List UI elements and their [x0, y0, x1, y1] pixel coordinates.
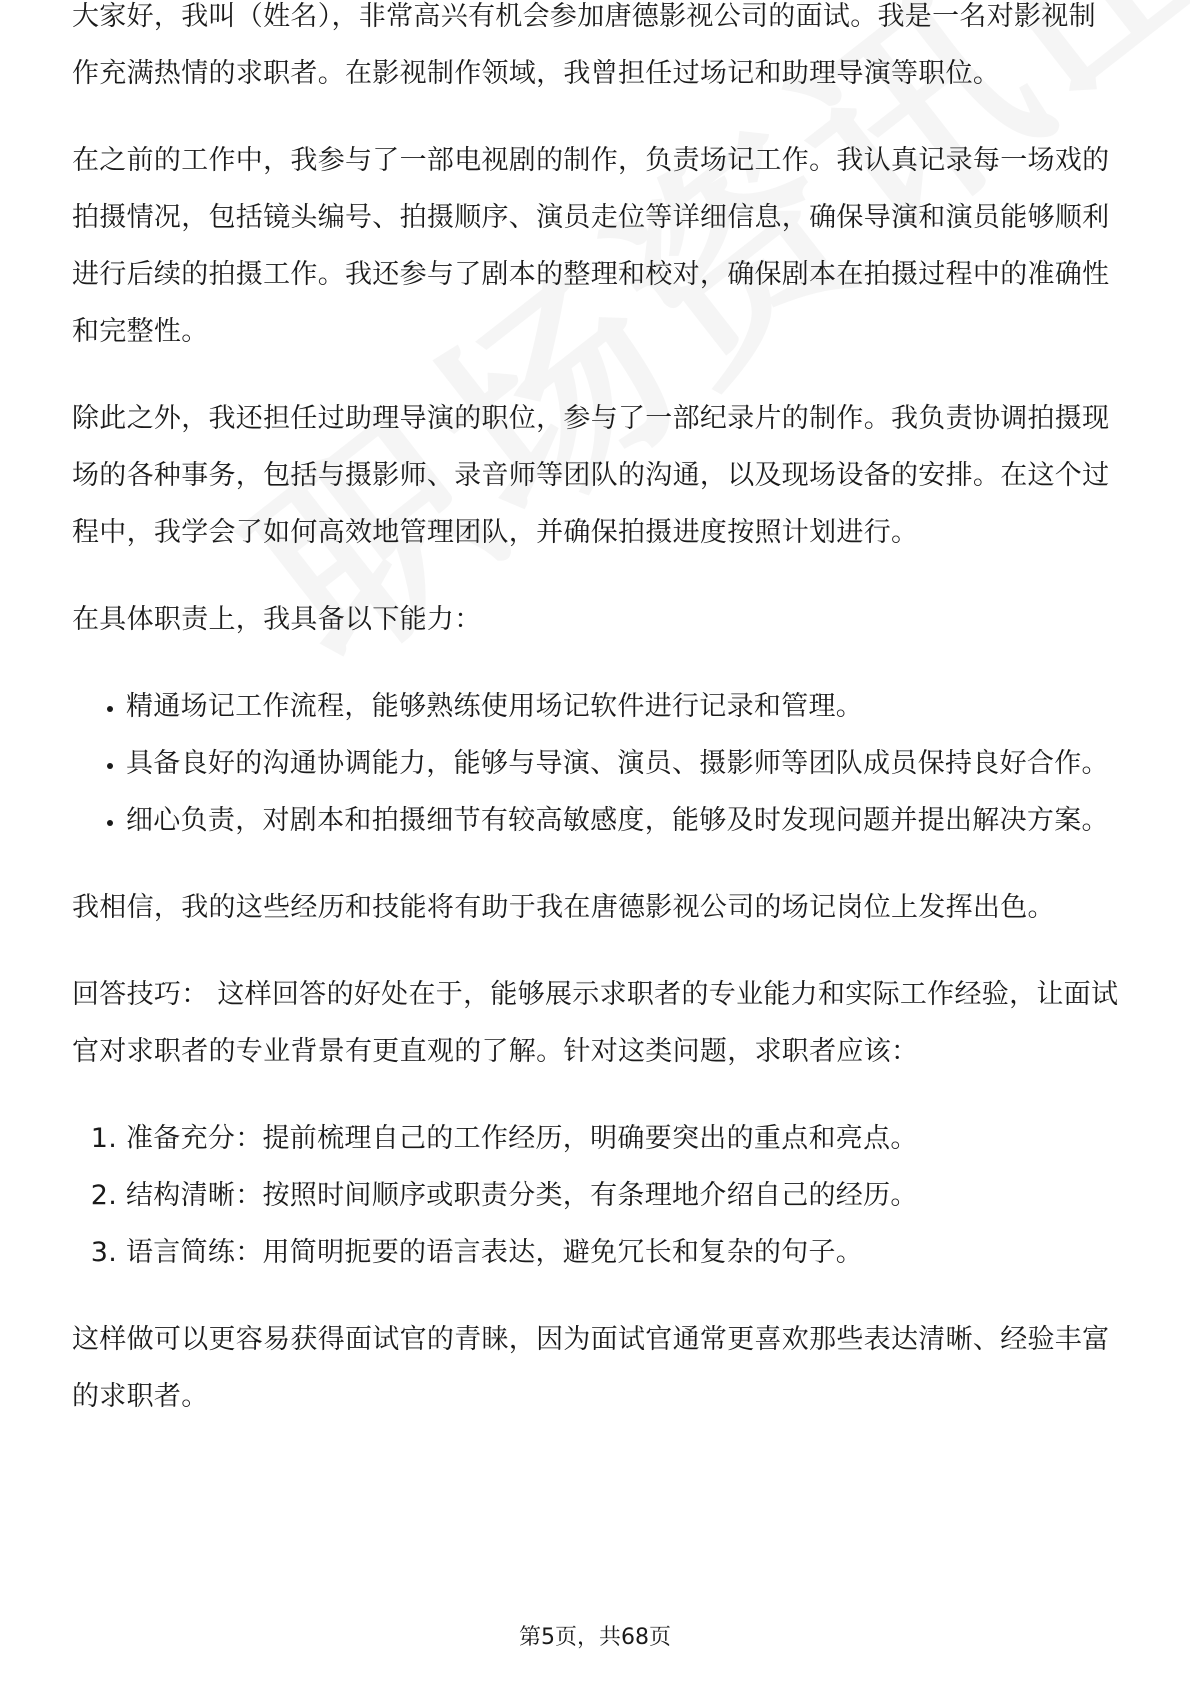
document-body — [72, 0, 1122, 1455]
assistant-director-paragraph: 除此之外，我还担任过助理导演的职位，参与了一部纪录片的制作。我负责协调拍摄现场的各种事务，包括与摄影师、录音师等团队的沟通，以及现场设备的安排。在这个过程中，我学会了如何高效地管理团队，并确保拍摄进度按照计划进行。 — [72, 403, 1110, 548]
abilities-heading: 在具体职责上，我具备以下能力： — [72, 604, 482, 635]
intro-paragraph: 大家好，我叫（姓名），非常高兴有机会参加唐德影视公司的面试。我是一名对影视制作充满热情的求职者。在影视制作领域，我曾担任过场记和助理导演等职位。 — [72, 1, 1096, 89]
list-item: • 具备良好的沟通协调能力，能够与导演、演员、摄影师等团队成员保持良好合作。 — [126, 735, 1122, 792]
script-supervisor-paragraph: 在之前的工作中，我参与了一部电视剧的制作，负责场记工作。我认真记录每一场戏的拍摄情况，包括镜头编号、拍摄顺序、演员走位等详细信息，确保导演和演员能够顺利进行后续的拍摄工作。我还参与了剧本的整理和校对，确保剧本在拍摄过程中的准确性和完整性。 — [72, 145, 1110, 347]
closing-statement: 我相信，我的这些经历和技能将有助于我在唐德影视公司的场记岗位上发挥出色。 — [72, 892, 1055, 923]
list-item: • 精通场记工作流程，能够熟练使用场记软件进行记录和管理。 — [126, 678, 1122, 735]
tips-list — [72, 1110, 1122, 1281]
list-item: 2. 结构清晰：按照时间顺序或职责分类，有条理地介绍自己的经历。 — [126, 1167, 1122, 1224]
list-item: 3. 语言简练：用简明扼要的语言表达，避免冗长和复杂的句子。 — [126, 1224, 1122, 1281]
tips-intro: 回答技巧： 这样回答的好处在于，能够展示求职者的专业能力和实际工作经验，让面试官对求职者的专业背景有更直观的了解。针对这类问题，求职者应该： — [72, 979, 1119, 1067]
page-number: 第5页，共68页 — [519, 1625, 671, 1650]
conclusion-paragraph: 这样做可以更容易获得面试官的青睐，因为面试官通常更喜欢那些表达清晰、经验丰富的求职者。 — [72, 1324, 1110, 1412]
list-item: • 细心负责，对剧本和拍摄细节有较高敏感度，能够及时发现问题并提出解决方案。 — [126, 792, 1122, 849]
list-item: 1. 准备充分：提前梳理自己的工作经历，明确要突出的重点和亮点。 — [126, 1110, 1122, 1167]
abilities-list — [72, 678, 1122, 849]
